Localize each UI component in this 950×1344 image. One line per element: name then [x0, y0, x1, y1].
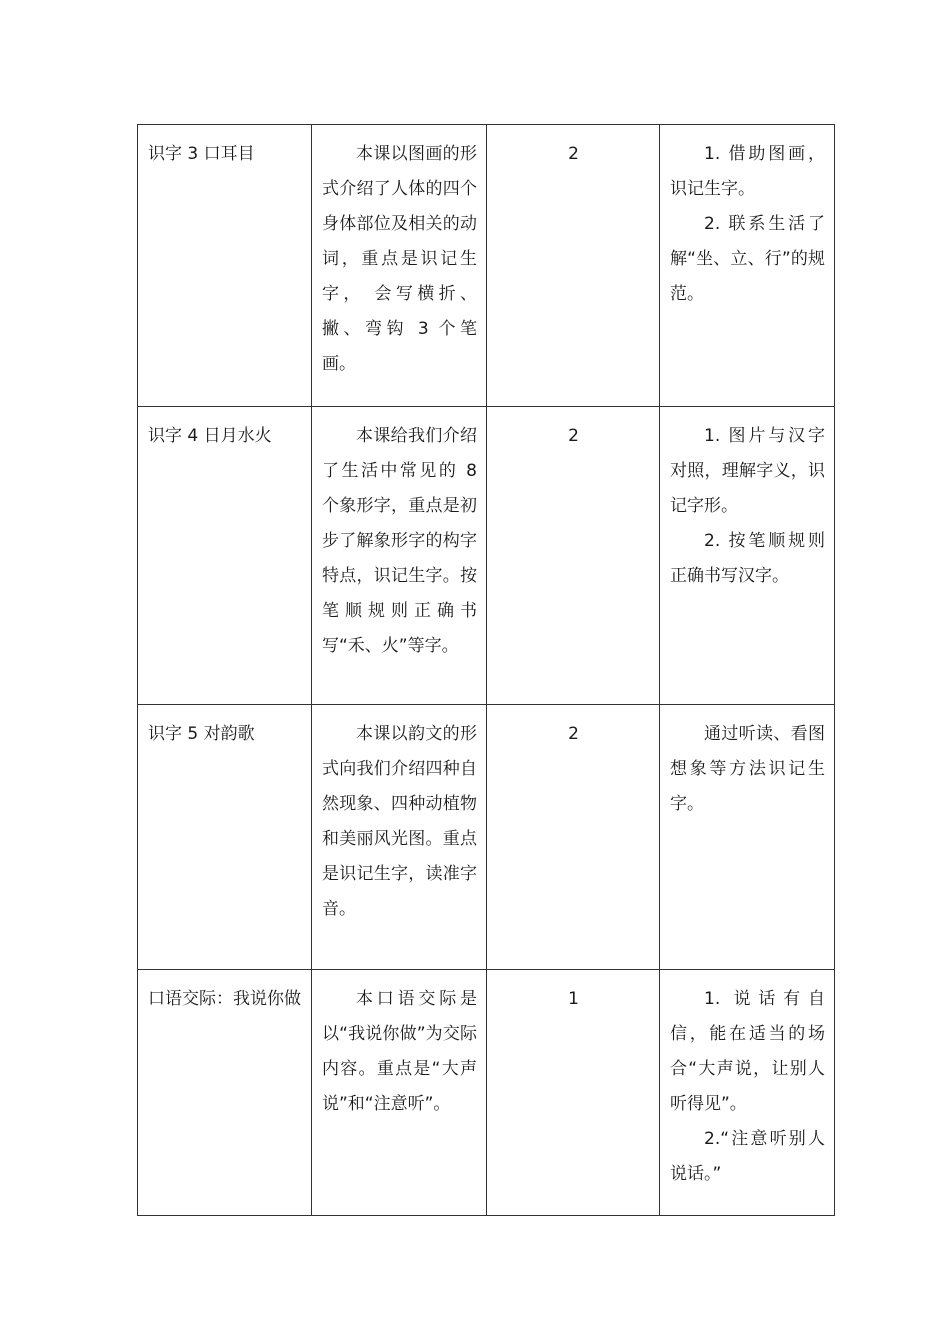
lesson-hours-cell	[487, 407, 660, 705]
lesson-goal: 2.“注意听别人说话。”	[670, 1129, 825, 1184]
lesson-goal: 1. 借助图画，识记生字。	[670, 144, 825, 199]
lesson-title-cell	[138, 970, 312, 1216]
lesson-goals-cell	[660, 125, 835, 407]
lesson-goals-cell	[660, 705, 835, 970]
lesson-hours: 2	[568, 426, 579, 446]
lesson-hours-cell	[487, 705, 660, 970]
lesson-desc-cell	[312, 407, 487, 705]
table-row	[138, 970, 835, 1216]
table-row	[138, 705, 835, 970]
lesson-hours-cell	[487, 970, 660, 1216]
lesson-goal: 2. 联系生活了解“坐、立、行”的规范。	[670, 214, 825, 304]
lesson-title: 口语交际：我说你做	[148, 989, 301, 1009]
lesson-table	[137, 124, 835, 1216]
lesson-hours: 2	[568, 724, 579, 744]
lesson-description: 本课以图画的形式介绍了人体的四个身体部位及相关的动词，重点是识记生字， 会写横折、撇、弯钩 3 个笔画。	[322, 144, 477, 374]
lesson-title: 识字 5 对韵歌	[148, 724, 255, 744]
lesson-desc-cell	[312, 125, 487, 407]
lesson-title-cell	[138, 125, 312, 407]
lesson-goal: 通过听读、看图想象等方法识记生字。	[670, 724, 825, 814]
lesson-hours: 1	[568, 989, 579, 1009]
lesson-goal: 2. 按笔顺规则正确书写汉字。	[670, 531, 825, 586]
lesson-goals-cell	[660, 407, 835, 705]
lesson-goal: 1. 说话有自信，能在适当的场合“大声说，让别人听得见”。	[670, 989, 825, 1114]
table-row	[138, 125, 835, 407]
lesson-title: 识字 3 口耳目	[148, 144, 255, 164]
lesson-desc-cell	[312, 970, 487, 1216]
lesson-title-cell	[138, 705, 312, 970]
lesson-goals-cell	[660, 970, 835, 1216]
lesson-description: 本口语交际是以“我说你做”为交际内容。重点是“大声说”和“注意听”。	[322, 989, 477, 1114]
table-row	[138, 407, 835, 705]
lesson-title-cell	[138, 407, 312, 705]
lesson-hours-cell	[487, 125, 660, 407]
lesson-description: 本课以韵文的形式向我们介绍四种自然现象、四种动植物和美丽风光图。重点是识记生字，读准字音。	[322, 724, 477, 919]
lesson-desc-cell	[312, 705, 487, 970]
lesson-title: 识字 4 日月水火	[148, 426, 272, 446]
lesson-description: 本课给我们介绍了生活中常见的 8 个象形字，重点是初步了解象形字的构字特点，识记生字。按笔顺规则正确书写“禾、火”等字。	[322, 426, 477, 656]
lesson-hours: 2	[568, 144, 579, 164]
lesson-goal: 1. 图片与汉字对照，理解字义，识记字形。	[670, 426, 825, 516]
